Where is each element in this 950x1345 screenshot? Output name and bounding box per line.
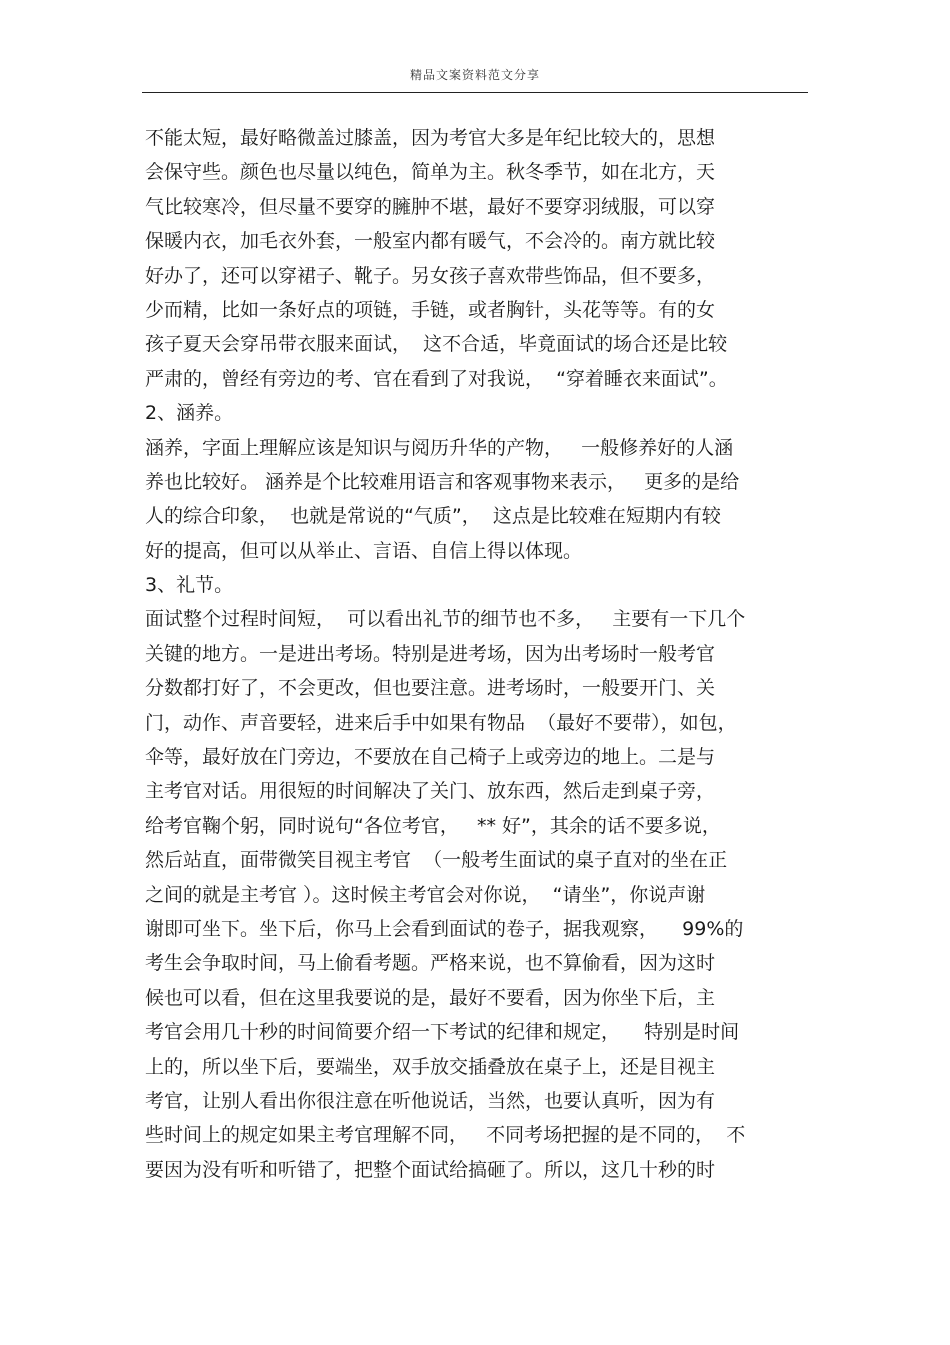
text-line: 少而精，比如一条好点的项链，手链，或者胸针，头花等等。有的女 [145,298,716,321]
text-line: 伞等，最好放在门旁边，不要放在自己椅子上或旁边的地上。二是与 [145,746,716,769]
page-header-title: 精品文案资料范文分享 [409,68,540,82]
text-line: 孩子夏天会穿吊带衣服来面试， 这不合适，毕竟面试的场合还是比较 [145,333,728,356]
text-line: 谢即可坐下。坐下后，你马上会看到面试的卷子，据我观察， 99%的 [145,917,744,940]
text-line: 之间的就是主考官 ）。这时候主考官会对你说， “请坐”，你说声谢 [145,883,706,906]
text-line: 考生会争取时间，马上偷看考题。严格来说，也不算偷看，因为这时 [145,952,716,975]
text-line: 不能太短，最好略微盖过膝盖，因为考官大多是年纪比较大的，思想 [145,127,716,149]
text-line: 面试整个过程时间短， 可以看出礼节的细节也不多， 主要有一下几个 [145,608,746,631]
text-line: 些时间上的规定如果主考官理解不同， 不同考场把握的是不同的， 不 [145,1124,746,1147]
text-line: 然后站直，面带微笑目视主考官 （一般考生面试的桌子直对的坐在正 [145,849,728,872]
text-line: 主考官对话。用很短的时间解决了关门、放东西，然后走到桌子旁， [145,780,716,803]
text-line: 要因为没有听和听错了，把整个面试给搞砸了。所以，这几十秒的时 [145,1158,716,1181]
text-line: 严肃的，曾经有旁边的考、官在看到了对我说， “穿着睡衣来面试”。 [145,367,728,390]
text-line: 考官，让别人看出你很注意在听他说话，当然，也要认真听，因为有 [145,1089,716,1112]
section-heading: 3、礼节。 [145,574,234,597]
text-line: 会保守些。颜色也尽量以纯色，简单为主。秋冬季节，如在北方，天 [145,161,716,184]
text-line: 分数都打好了，不会更改，但也要注意。进考场时，一般要开门、关 [145,677,716,700]
text-line: 好办了，还可以穿裙子、靴子。另女孩子喜欢带些饰品，但不要多， [145,264,716,287]
text-line: 涵养，字面上理解应该是知识与阅历升华的产物， 一般修养好的人涵 [145,436,734,459]
text-line: 候也可以看，但在这里我要说的是，最好不要看，因为你坐下后，主 [145,986,716,1009]
text-line: 气比较寒冷，但尽量不要穿的臃肿不堪，最好不要穿羽绒服，可以穿 [145,195,716,218]
text-line: 养也比较好。 涵养是个比较难用语言和客观事物来表示， 更多的是给 [145,470,740,493]
document-body [145,121,810,1187]
text-line: 人的综合印象， 也就是常说的“气质”， 这点是比较难在短期内有较 [145,505,721,528]
text-line: 门，动作、声音要轻，进来后手中如果有物品 （最好不要带），如包， [145,711,737,734]
text-line: 好的提高，但可以从举止、言语、自信上得以体现。 [145,539,583,562]
text-line: 上的，所以坐下后，要端坐，双手放交插叠放在桌子上，还是目视主 [145,1055,716,1078]
text-line: 考官会用几十秒的时间简要介绍一下考试的纪律和规定， 特别是时间 [145,1021,740,1044]
header-divider [142,92,808,93]
section-heading: 2、涵养。 [145,402,234,425]
text-line: 关键的地方。一是进出考场。特别是进考场，因为出考场时一般考官 [145,642,716,665]
text-line: 给考官鞠个躬，同时说句“各位考官， ** 好”，其余的话不要多说， [145,814,721,837]
text-line: 保暖内衣，加毛衣外套，一般室内都有暖气，不会冷的。南方就比较 [145,230,716,253]
